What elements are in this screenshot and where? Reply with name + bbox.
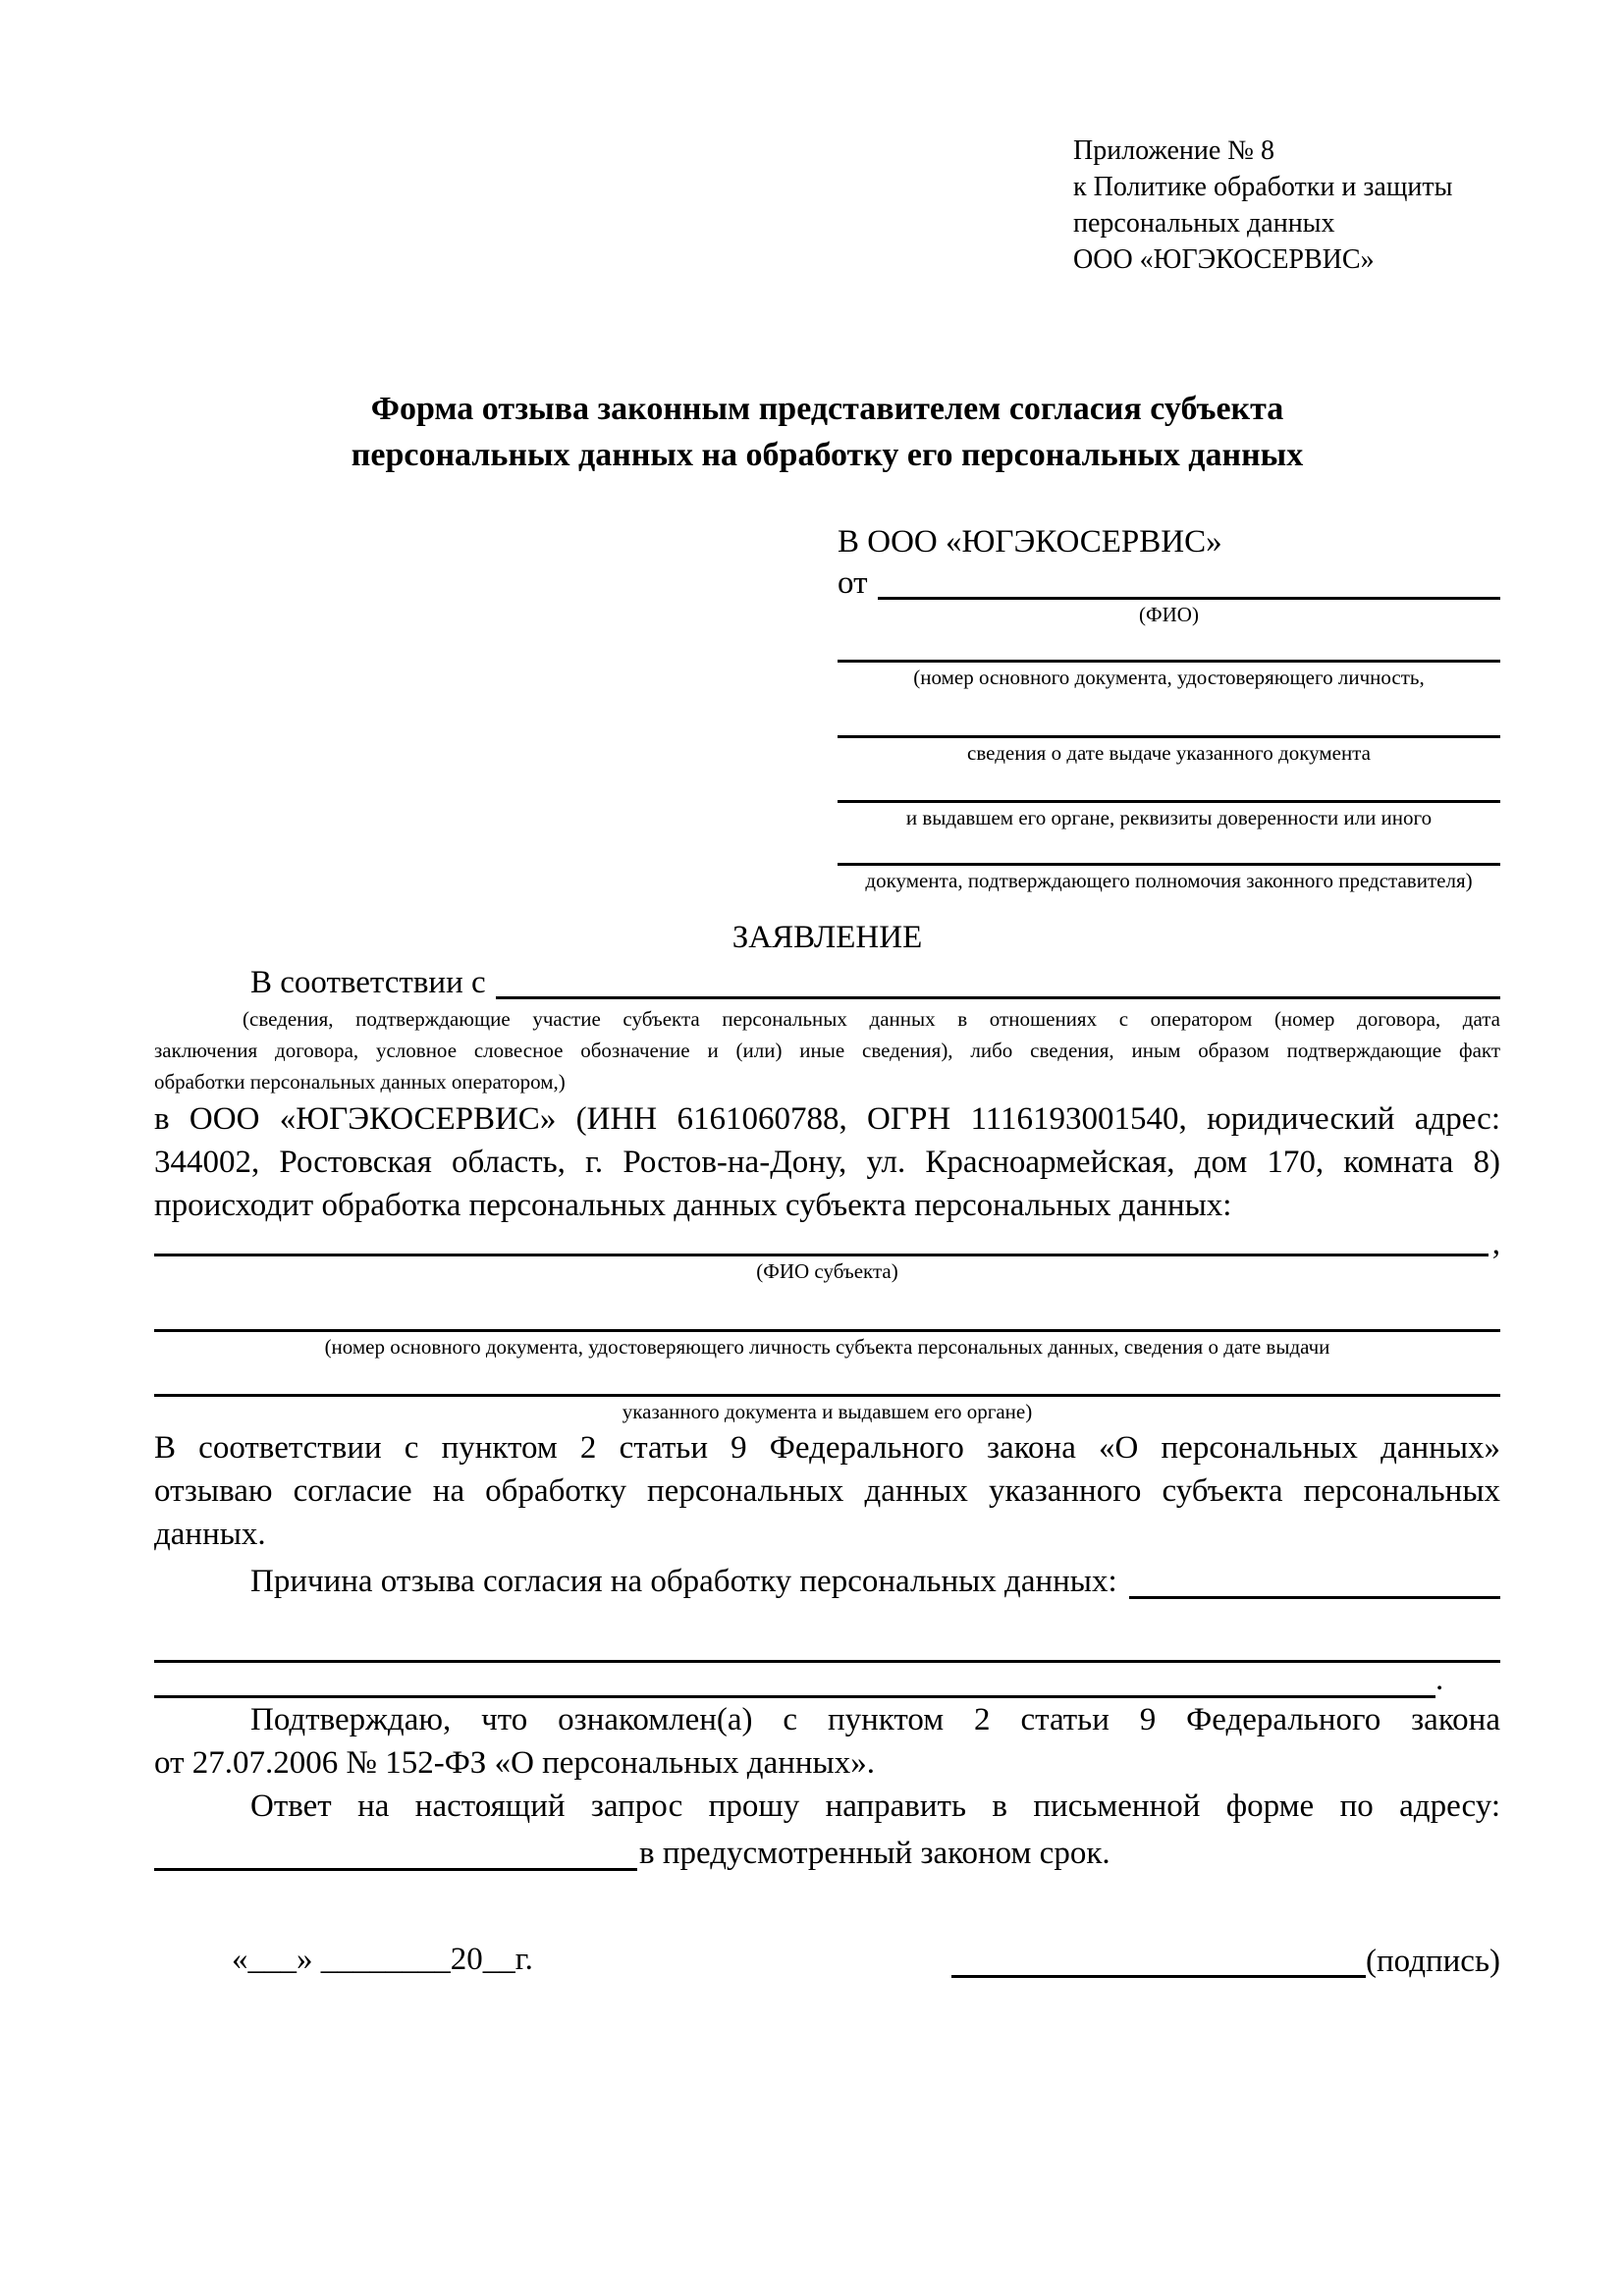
operator-line-1: в ООО «ЮГЭКОСЕРВИС» (ИНН 6161060788, ОГРН 1116193001540, юридический адрес:: [154, 1101, 1500, 1137]
subject-doc-caption-2: указанного документа и выдавшем его органе): [622, 1400, 1033, 1423]
reason-lead: Причина отзыва согласия на обработку персональных данных:: [250, 1564, 1117, 1599]
recipient-block: [838, 519, 1500, 893]
accordance-lead: В соответствии с: [250, 965, 486, 1000]
doc-blank-line-2: [838, 690, 1500, 738]
doc-blank-line-4: [838, 830, 1500, 866]
appendix-policy-line: к Политике обработки и защиты: [1073, 172, 1453, 202]
from-row: [838, 564, 1500, 600]
recipient-company: В ООО «ЮГЭКОСЕРВИС»: [838, 524, 1222, 560]
reply-address-row: [154, 1828, 1500, 1871]
doc-caption-1: (номер основного документа, удостоверяющего личность,: [913, 666, 1425, 689]
reason-row: [154, 1556, 1500, 1599]
operator-paragraph: [154, 1097, 1500, 1227]
subject-doc-caption-1: (номер основного документа, удостоверяющего личность субъекта персональных данных, сведения о дате выдачи: [324, 1335, 1330, 1359]
doc-blank-line-3: [838, 766, 1500, 803]
signature-blank-line: [951, 1975, 1366, 1978]
confirm-line-1: Подтверждаю, что ознакомлен(а) с пунктом 2 статьи 9 Федерального закона: [250, 1702, 1500, 1737]
note-line-3: обработки персональных данных оператором,): [154, 1070, 566, 1094]
document-title: [154, 386, 1500, 478]
note-paragraph: [154, 1003, 1500, 1097]
appendix-header: [1073, 133, 1500, 278]
fio-blank-line: [878, 597, 1501, 600]
doc-caption-3: и выдавшем его органе, реквизиты доверенности или иного: [905, 806, 1433, 829]
signature-block: [951, 1945, 1500, 1978]
from-label: от: [838, 565, 868, 601]
document-content: [154, 133, 1500, 1978]
subject-fio-blank-line: [154, 1254, 1489, 1256]
appendix-policy-line2: персональных данных: [1073, 208, 1335, 239]
note-line-2: заключения договора, условное словесное обозначение и (или) иные сведения), либо сведения, иным образом подтверждающие факт: [154, 1039, 1500, 1062]
law-line-3: данных.: [154, 1517, 266, 1552]
reply-address-blank-line: [154, 1868, 637, 1871]
title-line-1: Форма отзыва законным представителем согласия субъекта: [370, 391, 1284, 427]
reason-period: .: [1435, 1662, 1444, 1697]
company-name: ООО «ЮГЭКОСЕРВИС»: [1073, 244, 1375, 275]
law-line-1: В соответствии с пунктом 2 статьи 9 Федерального закона «О персональных данных»: [154, 1430, 1500, 1466]
law-line-2: отзываю согласие на обработку персональных данных указанного субъекта персональных: [154, 1473, 1500, 1509]
operator-line-3: происходит обработка персональных данных субъекта персональных данных:: [154, 1188, 1232, 1223]
appendix-number: Приложение № 8: [1073, 135, 1274, 166]
law-paragraph: [154, 1426, 1500, 1556]
statement-heading: ЗАЯВЛЕНИЕ: [731, 920, 923, 955]
subject-fio-row: [154, 1226, 1500, 1261]
confirm-paragraph: [154, 1698, 1500, 1785]
accordance-blank-line: [496, 996, 1500, 999]
reason-blank-line: [1129, 1596, 1500, 1599]
subject-fio-caption: (ФИО субъекта): [756, 1259, 898, 1283]
operator-line-2: 344002, Ростовская область, г. Ростов-на-Дону, ул. Красноармейская, дом 170, комната 8): [154, 1145, 1500, 1180]
reason-blank-line-2: [154, 1599, 1500, 1663]
reason-blank-row-3: [154, 1663, 1500, 1698]
footer-row: [154, 1942, 1500, 1978]
fio-caption: (ФИО): [1139, 603, 1199, 626]
subject-doc-blank-line-2: [154, 1360, 1500, 1397]
signature-caption: (подпись): [1366, 1944, 1500, 1979]
doc-blank-line-1: [838, 627, 1500, 663]
note-line-1: (сведения, подтверждающие участие субъекта персональных данных в отношениях с оператором (номер договора, дата: [243, 1007, 1500, 1031]
subject-doc-blank-line-1: [154, 1284, 1500, 1332]
confirm-line-2: от 27.07.2006 № 152-ФЗ «О персональных данных».: [154, 1745, 875, 1781]
date-line: «___» ________20__г.: [232, 1942, 533, 1977]
doc-caption-2: сведения о дате выдаче указанного документа: [967, 741, 1371, 765]
reply-line: Ответ на настоящий запрос прошу направить в письменной форме по адресу:: [250, 1789, 1500, 1824]
subject-fio-comma: ,: [1491, 1226, 1500, 1261]
doc-caption-4: документа, подтверждающего полномочия законного представителя): [865, 869, 1473, 892]
reply-tail: в предусмотренный законом срок.: [639, 1836, 1110, 1871]
title-line-2: персональных данных на обработку его персональных данных: [351, 437, 1304, 473]
accordance-row: [154, 960, 1500, 999]
